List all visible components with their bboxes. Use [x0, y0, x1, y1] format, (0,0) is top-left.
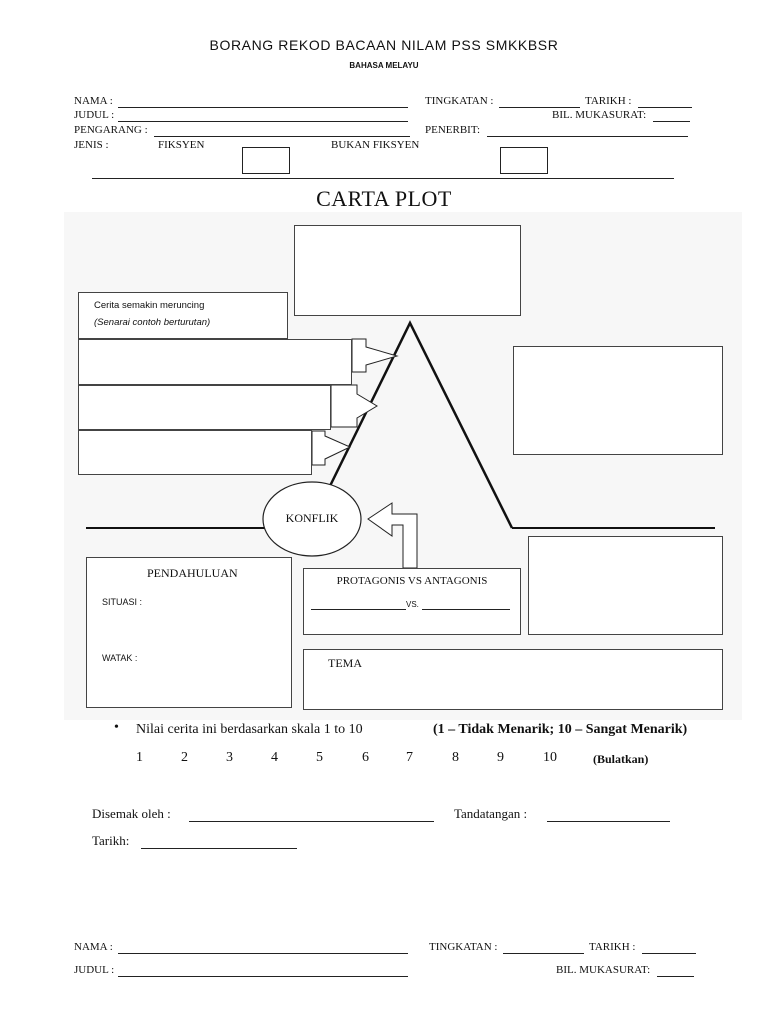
pendahuluan-box[interactable] — [86, 557, 292, 708]
klimaks-box[interactable] — [294, 225, 521, 316]
disemak-label: Disemak oleh : — [92, 806, 171, 821]
pendahuluan-title: PENDAHULUAN — [147, 566, 238, 580]
footer-tarikh-label: TARIKH : — [589, 941, 636, 953]
tema-box[interactable] — [303, 649, 723, 710]
bulatkan-note: (Bulatkan) — [593, 752, 649, 766]
situasi-label: SITUASI : — [102, 597, 143, 607]
disemak-field[interactable] — [189, 821, 434, 822]
tandatangan-label: Tandatangan : — [454, 806, 528, 821]
carta-plot-title: CARTA PLOT — [316, 186, 452, 211]
arrow-1 — [352, 339, 397, 372]
protagonis-field[interactable] — [311, 609, 406, 610]
footer-nama-field[interactable] — [118, 953, 408, 954]
arrow-3 — [312, 431, 350, 465]
footer-bil-mukasurat-field[interactable] — [657, 976, 694, 977]
penerbit-label: PENERBIT: — [425, 124, 481, 136]
falling-action-box[interactable] — [513, 346, 723, 455]
rating-option-5[interactable]: 5 — [316, 750, 323, 765]
footer-judul-field[interactable] — [118, 976, 408, 977]
fiksyen-label: FIKSYEN — [158, 139, 205, 151]
footer-tingkatan-field[interactable] — [503, 953, 584, 954]
rising-event-box-3[interactable] — [78, 430, 312, 475]
tingkatan-label: TINGKATAN : — [425, 95, 494, 107]
bukan-fiksyen-label: BUKAN FIKSYEN — [331, 139, 420, 151]
form-subtitle: BAHASA MELAYU — [349, 61, 419, 70]
rating-option-2[interactable]: 2 — [181, 750, 188, 765]
rating-option-10[interactable]: 10 — [543, 750, 557, 765]
judul-label: JUDUL : — [74, 109, 115, 121]
nama-label: NAMA : — [74, 95, 113, 107]
footer-bil-mukasurat-label: BIL. MUKASURAT: — [556, 964, 651, 976]
resolution-box[interactable] — [528, 536, 723, 635]
tarikh-label: TARIKH : — [585, 95, 632, 107]
protagonis-title: PROTAGONIS VS ANTAGONIS — [336, 575, 488, 587]
footer-tingkatan-label: TINGKATAN : — [429, 941, 498, 953]
antagonis-field[interactable] — [422, 609, 510, 610]
rating-option-9[interactable]: 9 — [497, 750, 504, 765]
tema-label: TEMA — [328, 656, 362, 670]
konflik-label: KONFLIK — [285, 511, 339, 525]
rising-event-box-2[interactable] — [78, 385, 331, 430]
bil-mukasurat-label: BIL. MUKASURAT: — [552, 109, 647, 121]
arrow-konflik — [368, 503, 417, 568]
signoff-tarikh-field[interactable] — [141, 848, 297, 849]
form-title: BORANG REKOD BACAAN NILAM PSS SMKKBSR — [209, 37, 559, 53]
watak-label: WATAK : — [102, 653, 138, 663]
rising-action-header-box — [78, 292, 288, 339]
footer-tarikh-field[interactable] — [642, 953, 696, 954]
rating-option-4[interactable]: 4 — [271, 750, 278, 765]
rating-instruction: Nilai cerita ini berdasarkan skala 1 to 10 — [136, 722, 363, 737]
rising-box-line1: Cerita semakin meruncing — [94, 300, 205, 311]
rating-option-8[interactable]: 8 — [452, 750, 459, 765]
bullet-icon: • — [114, 720, 119, 735]
footer-judul-label: JUDUL : — [74, 964, 115, 976]
rising-event-box-1[interactable] — [78, 339, 352, 385]
arrow-2 — [331, 385, 377, 427]
pengarang-label: PENGARANG : — [74, 124, 148, 136]
footer-nama-label: NAMA : — [74, 941, 113, 953]
rating-scale-note: (1 – Tidak Menarik; 10 – Sangat Menarik) — [433, 722, 688, 737]
rising-box-line2: (Senarai contoh berturutan) — [94, 317, 211, 328]
signoff-tarikh-label: Tarikh: — [92, 833, 130, 848]
vs-label: VS. — [406, 600, 419, 609]
protagonis-box[interactable] — [303, 568, 521, 635]
rating-option-1[interactable]: 1 — [136, 750, 143, 765]
rating-option-3[interactable]: 3 — [226, 750, 233, 765]
rating-option-6[interactable]: 6 — [362, 750, 369, 765]
jenis-label: JENIS : — [74, 139, 109, 151]
rating-option-7[interactable]: 7 — [406, 750, 413, 765]
tandatangan-field[interactable] — [547, 821, 670, 822]
